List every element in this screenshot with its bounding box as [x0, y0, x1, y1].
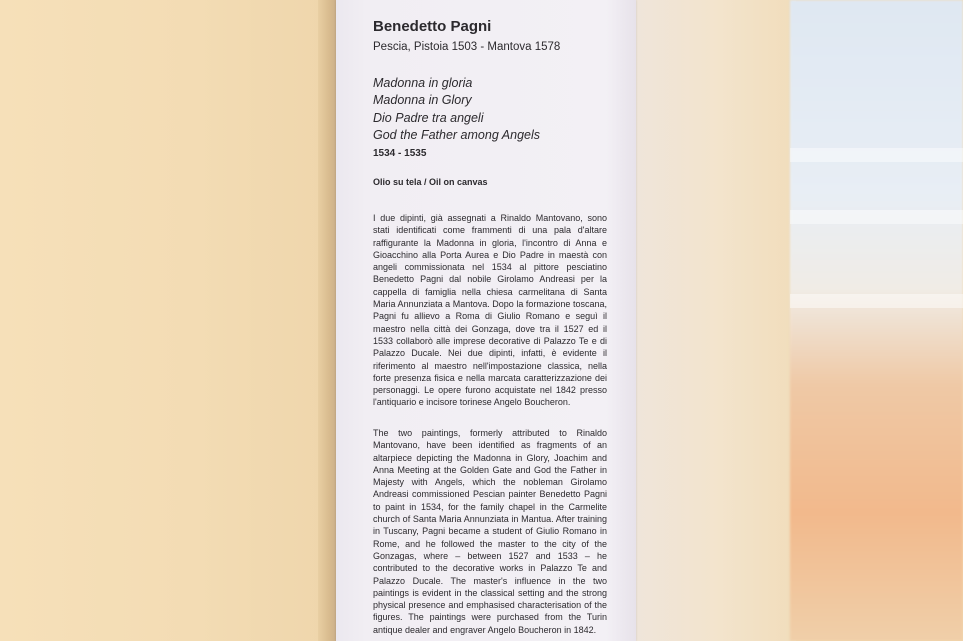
title-italian-2: Dio Padre tra angeli — [373, 110, 484, 125]
wall-right — [636, 0, 796, 641]
wall-left — [0, 0, 326, 641]
title-english-1: Madonna in Glory — [373, 93, 472, 108]
description-english: The two paintings, formerly attributed to Rinaldo Mantovano, have been identified as fragments of an altarpiece depicting the Madonna in Glory, Joachim and Anna Meeting at the Golden Gate and God the Father in Majesty with Angels, which the nobleman Girolamo Andreasi commissioned Pescian painter Benedetto Pagni to paint in 1534, for the family chapel in the Carmelite church of Santa Maria Annunziata in Mantua. After training in Tuscany, Pagni became a student of Giulio Romano in Rome, and he followed the master to the city of the Gonzagas, where – between 1527 and 1533 – he contributed to the decorative works in Palazzo Te and Palazzo Ducale. The master's influence in the two paintings is evident in the classical setting and the strong physical presence and emphasised characterisation of the figures. The paintings were purchased from the Turin antique dealer and engraver Angelo Boucheron in 1842. — [373, 428, 607, 635]
artist-life-dates: Pescia, Pistoia 1503 - Mantova 1578 — [373, 41, 561, 53]
museum-label-panel — [336, 0, 636, 641]
window-background — [790, 0, 963, 641]
artwork-medium: Olio su tela / Oil on canvas — [373, 177, 488, 187]
artist-name: Benedetto Pagni — [373, 18, 492, 35]
window-frame-bar — [790, 294, 963, 308]
title-english-2: God the Father among Angels — [373, 127, 540, 142]
window-frame-bar — [790, 148, 963, 162]
title-italian-1: Madonna in gloria — [373, 76, 473, 90]
description-italian: I due dipinti, già assegnati a Rinaldo Mantovano, sono stati identificati come frammenti di una pala d'altare raffigurante la Madonna in gloria, l'incontro di Anna e Gioacchino alla Porta Aurea e Dio Padre in maestà con angeli commissionata nel 1534 al pittore pesciatino Benedetto Pagni dal nobile Girolamo Andreasi per la cappella di famiglia nella chiesa carmelitana di Santa Maria Annunziata a Mantova. Dopo la formazione toscana, Pagni fu allievo a Roma di Giulio Romano e seguì il maestro nella città dei Gonzaga, dove tra il 1527 ed il 1533 collaborò alle imprese decorative di Palazzo Te e di Palazzo Ducale. Nei due dipinti, infatti, è evidente il riferimento al maestro nell'impostazione classica, nella forte presenza fisica e nella marcata caratterizzazione dei personaggi. Le opere furono acquistate nel 1842 presso l'antiquario e incisore torinese Angelo Boucheron. — [373, 213, 607, 408]
window-frame-bar — [790, 210, 963, 224]
wall-corner — [318, 0, 336, 641]
artwork-years: 1534 - 1535 — [373, 148, 427, 159]
artwork-titles — [373, 75, 607, 144]
